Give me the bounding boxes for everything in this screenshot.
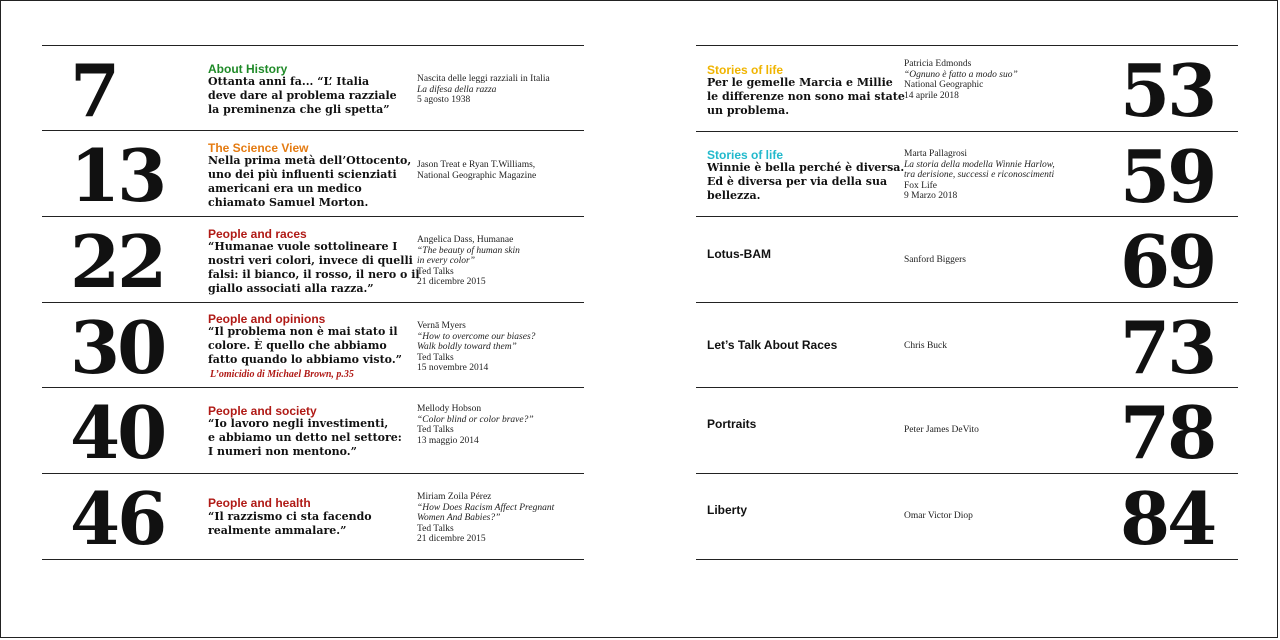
entry-source: Sanford Biggers xyxy=(904,255,967,265)
toc-entry-84[interactable] xyxy=(696,473,1238,561)
entry-quote: “Il problema non è mai stato il colore. È quello che abbiamo fatto quando lo abbiamo visto.” xyxy=(208,325,402,366)
entry-source: Angelica Dass, Humanae “The beauty of human skin in every color” Ted Talks 21 dicembre 2015 xyxy=(417,235,520,287)
entry-source: Peter James DeVito xyxy=(904,425,979,435)
entry-source: Patricia Edmonds “Ognuno è fatto a modo suo” National Geographic 14 aprile 2018 xyxy=(904,59,1018,101)
toc-entry-69[interactable] xyxy=(696,216,1238,304)
entry-quote: “Io lavoro negli investimenti, e abbiamo un detto nel settore: I numeri non mentono.” xyxy=(208,417,402,458)
page-number: 7 xyxy=(70,48,118,133)
category-title: People and opinions xyxy=(208,312,326,326)
page-number: 40 xyxy=(70,390,165,475)
page-number: 46 xyxy=(70,476,165,561)
toc-entry-13[interactable] xyxy=(42,130,584,218)
toc-entry-7[interactable] xyxy=(42,45,584,133)
page-number: 22 xyxy=(70,219,165,304)
entry-source: Omar Victor Diop xyxy=(904,511,973,521)
category-title: Lotus-BAM xyxy=(707,247,771,261)
entry-source: Chris Buck xyxy=(904,341,948,351)
page-number: 84 xyxy=(1120,476,1215,561)
toc-entry-40[interactable] xyxy=(42,387,584,475)
toc-entry-30[interactable] xyxy=(42,302,584,390)
category-title: Let’s Talk About Races xyxy=(707,338,838,352)
page-number: 30 xyxy=(70,305,165,390)
category-title: The Science View xyxy=(208,141,309,155)
toc-entry-73[interactable] xyxy=(696,302,1238,390)
page-number: 13 xyxy=(70,133,165,218)
category-title: Stories of life xyxy=(707,63,784,77)
entry-source: Jason Treat e Ryan T.Williams, National Geographic Magazine xyxy=(417,160,537,181)
entry-quote: “Il razzismo ci sta facendo realmente ammalare.” xyxy=(208,510,372,537)
entry-source: Mellody Hobson “Color blind or color brave?” Ted Talks 13 maggio 2014 xyxy=(417,404,534,446)
category-title: People and races xyxy=(208,227,307,241)
entry-quote: Nella prima metà dell’Ottocento, uno dei più influenti scienziati americani era un medico chiamato Samuel Morton. xyxy=(208,154,412,209)
category-title: Liberty xyxy=(707,503,748,517)
toc-entry-78[interactable] xyxy=(696,387,1238,475)
entry-quote: Winnie è bella perché è diversa. Ed è diversa per via della sua bellezza. xyxy=(707,161,905,202)
page-number: 73 xyxy=(1120,305,1215,390)
entry-source: Vernā Myers “How to overcome our biases? Walk boldly toward them” Ted Talks 15 novembre 2014 xyxy=(417,321,536,373)
category-title: About History xyxy=(208,62,288,76)
toc-entry-46[interactable] xyxy=(42,473,584,561)
entry-source: Nascita delle leggi razziali in Italia La difesa della razza 5 agosto 1938 xyxy=(417,74,550,105)
category-title: People and health xyxy=(208,496,311,510)
page-number: 69 xyxy=(1120,219,1215,304)
page-number: 78 xyxy=(1120,390,1215,475)
category-title: People and society xyxy=(208,404,317,418)
entry-source: Marta Pallagrosi La storia della modella Winnie Harlow, tra derisione, successi e riconoscimenti Fox Life 9 Marzo 2018 xyxy=(904,149,1055,201)
entry-quote: Per le gemelle Marcia e Millie le differenze non sono mai state un problema. xyxy=(707,76,905,117)
category-title: Portraits xyxy=(707,417,757,431)
category-title: Stories of life xyxy=(707,148,784,162)
entry-source: Miriam Zoila Pérez “How Does Racism Affect Pregnant Women And Babies?” Ted Talks 21 dicembre 2015 xyxy=(417,492,555,544)
toc-entry-53[interactable] xyxy=(696,45,1238,133)
entry-quote: “Humanae vuole sottolineare I nostri veri colori, invece di quelli falsi: il bianco, il rosso, il nero o il giallo associati alla razza.” xyxy=(208,240,420,295)
cross-reference-note[interactable]: L’omicidio di Michael Brown, p.35 xyxy=(210,369,354,380)
toc-entry-59[interactable] xyxy=(696,131,1238,219)
divider xyxy=(696,559,1238,560)
page-number: 53 xyxy=(1120,48,1215,133)
page-number: 59 xyxy=(1120,134,1215,219)
entry-quote: Ottanta anni fa... “L’ Italia deve dare al problema razziale la preminenza che gli spetta” xyxy=(208,75,397,116)
toc-entry-22[interactable] xyxy=(42,216,584,304)
divider xyxy=(42,559,584,560)
